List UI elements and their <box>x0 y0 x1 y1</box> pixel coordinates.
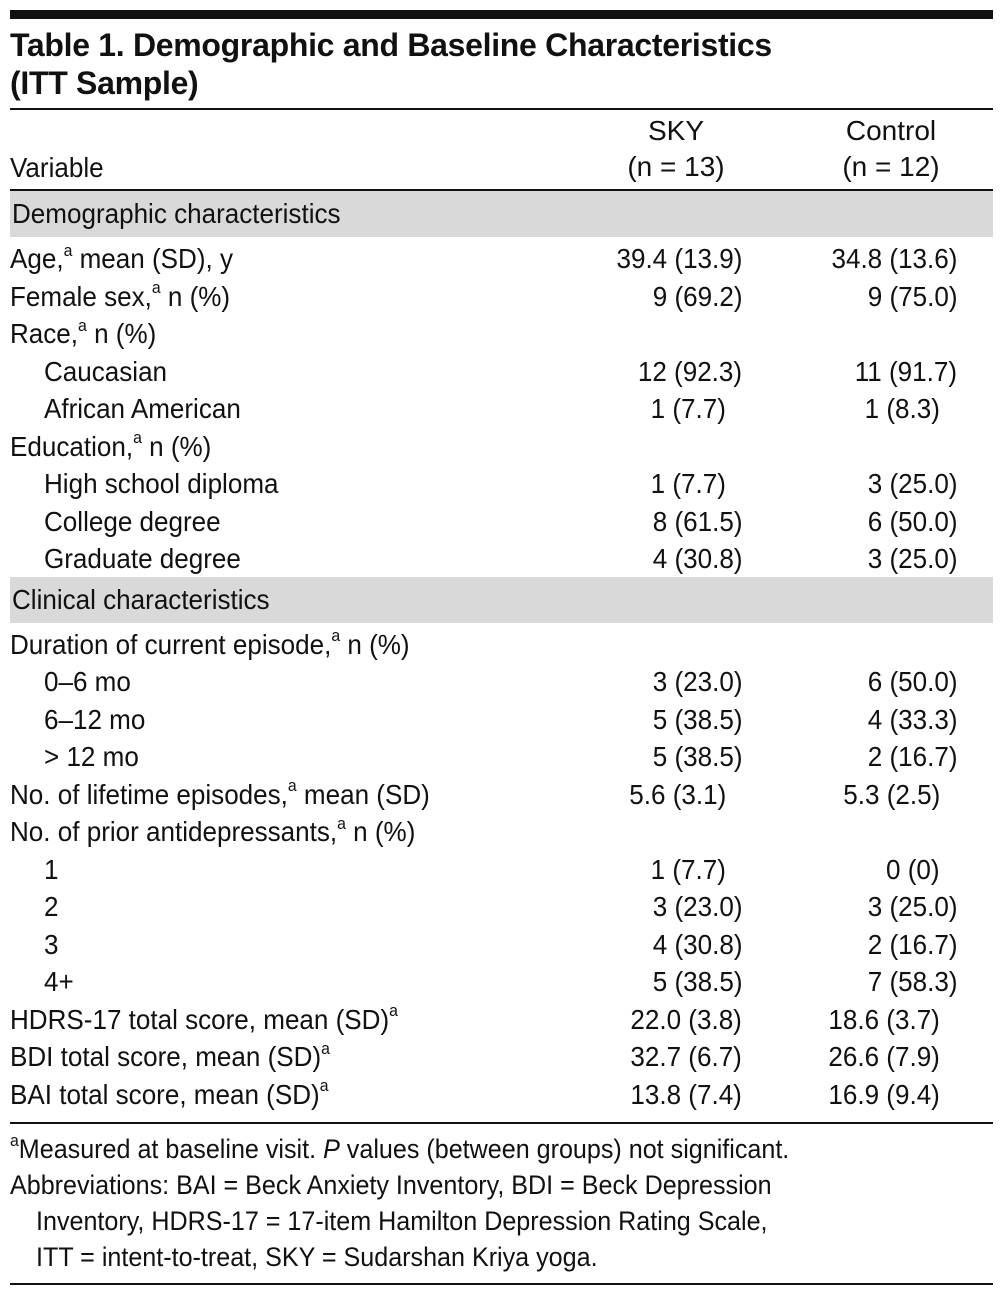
row-label <box>44 740 139 774</box>
top-rule <box>10 10 993 19</box>
footnote-marker: a <box>133 428 142 448</box>
control-value: 9 (75.0) <box>867 280 957 312</box>
footnote-marker: a <box>10 1131 19 1150</box>
row-label <box>44 355 167 389</box>
row-label-text: 1 <box>44 853 59 885</box>
section-header <box>10 191 993 237</box>
sky-value: 5.6 (3.1) <box>629 778 726 810</box>
control-value: 18.6 (3.7) <box>828 1003 940 1035</box>
footnote-a-italic: P <box>323 1134 340 1164</box>
table-title-line-2: (ITT Sample) <box>10 65 199 101</box>
row-label-suffix: mean (SD) <box>296 778 430 810</box>
row-label <box>10 242 233 276</box>
footer-rule <box>10 1283 993 1285</box>
row-label <box>44 392 241 426</box>
control-value: 3 (25.0) <box>867 468 957 499</box>
row-label-suffix: mean (SD), y <box>72 243 233 274</box>
sky-value: 5 (38.5) <box>652 966 742 997</box>
row-label <box>44 467 278 501</box>
sky-value: 8 (61.5) <box>652 505 742 537</box>
row-label-text: Female sex, <box>10 280 152 312</box>
row-label-text: No. of lifetime episodes, <box>10 778 288 810</box>
table-title-line-1: Table 1. Demographic and Baseline Characteristics <box>10 27 772 63</box>
control-value: 1 (8.3) <box>864 393 940 424</box>
control-value: 11 (91.7) <box>854 355 957 387</box>
row-label-text: 2 <box>44 891 59 922</box>
row-label-text: HDRS-17 total score, mean (SD) <box>10 1003 390 1035</box>
row-label <box>10 1078 329 1112</box>
control-value: 26.6 (7.9) <box>828 1041 940 1072</box>
row-label-text: High school diploma <box>44 468 279 499</box>
row-label-text: Graduate degree <box>44 543 241 574</box>
row-label-text: BDI total score, mean (SD) <box>10 1041 322 1072</box>
sky-value: 1 (7.7) <box>650 853 726 885</box>
footnote-marker: a <box>287 776 297 796</box>
section-header-label: Demographic characteristics <box>12 198 341 229</box>
row-label-suffix: n (%) <box>345 816 416 847</box>
sky-value: 3 (23.0) <box>652 666 742 697</box>
row-label-text: Race, <box>10 318 79 349</box>
control-value: 3 (25.0) <box>867 891 957 922</box>
section-header <box>10 577 993 623</box>
footnote-a-text-2: values (between groups) not significant. <box>339 1134 790 1164</box>
sky-value: 5 (38.5) <box>652 703 742 735</box>
row-label-text: African American <box>44 393 241 424</box>
row-label-text: BAI total score, mean (SD) <box>10 1078 320 1110</box>
control-value: 6 (50.0) <box>867 666 957 697</box>
control-value: 5.3 (2.5) <box>843 778 940 810</box>
row-label <box>10 1003 398 1037</box>
control-value: 16.9 (9.4) <box>828 1078 940 1110</box>
control-label: Control <box>845 115 937 146</box>
control-value: 4 (33.3) <box>867 703 957 735</box>
table-bottom-rule <box>10 1122 993 1124</box>
control-value: 6 (50.0) <box>867 505 957 537</box>
abbreviations-line-1-text: Abbreviations: BAI = Beck Anxiety Inventory, BDI = Beck Depression <box>10 1170 772 1200</box>
row-label-suffix: n (%) <box>340 628 410 660</box>
control-value: 0 (0) <box>886 853 940 885</box>
row-label <box>44 542 241 576</box>
footnote-marker: a <box>78 315 87 335</box>
row-label <box>10 815 415 849</box>
sky-value: 5 (38.5) <box>652 741 742 772</box>
row-label <box>44 703 145 737</box>
row-label <box>10 778 430 812</box>
sky-value: 32.7 (6.7) <box>630 1041 742 1072</box>
control-value: 2 (16.7) <box>867 928 957 960</box>
abbreviations-line-3 <box>10 1240 996 1275</box>
row-label <box>10 317 156 351</box>
footnote-marker: a <box>337 813 346 833</box>
sky-value: 22.0 (3.8) <box>630 1003 742 1035</box>
row-label-text: 0–6 mo <box>44 666 131 697</box>
sky-value: 12 (92.3) <box>637 355 742 387</box>
footnote-marker: a <box>319 1076 329 1096</box>
footnote-a <box>10 1132 970 1167</box>
footnote-marker: a <box>331 626 341 646</box>
control-value: 2 (16.7) <box>867 741 957 772</box>
table-title <box>10 26 993 102</box>
abbreviations-line-2 <box>10 1204 996 1239</box>
row-label-text: Age, <box>10 243 64 274</box>
sky-column-header <box>610 113 742 185</box>
sky-label: SKY <box>647 115 705 146</box>
sky-value: 3 (23.0) <box>652 891 742 922</box>
sky-value: 39.4 (13.9) <box>616 243 742 274</box>
row-label <box>44 928 58 962</box>
row-label <box>44 965 74 999</box>
row-label-text: Duration of current episode, <box>10 628 332 660</box>
sky-value: 4 (30.8) <box>652 543 742 574</box>
row-label-suffix: n (%) <box>141 430 212 462</box>
variable-column-header: Variable <box>10 152 104 183</box>
abbreviations-line-1 <box>10 1168 970 1203</box>
sky-value: 1 (7.7) <box>650 468 726 499</box>
sky-value: 1 (7.7) <box>650 393 726 424</box>
sky-value: 4 (30.8) <box>652 928 742 960</box>
control-n: (n = 12) <box>842 151 940 182</box>
abbreviations-line-2-text: Inventory, HDRS-17 = 17-item Hamilton Depression Rating Scale, <box>36 1206 768 1236</box>
sky-n: (n = 13) <box>627 151 725 182</box>
row-label-text: > 12 mo <box>44 741 139 772</box>
footnote-marker: a <box>151 278 161 298</box>
row-label-suffix: n (%) <box>160 280 231 312</box>
row-label-text: 4+ <box>44 966 74 997</box>
section-header-label: Clinical characteristics <box>12 583 270 615</box>
row-label-text: 6–12 mo <box>44 703 146 735</box>
sky-value: 13.8 (7.4) <box>630 1078 742 1110</box>
row-label-text: No. of prior antidepressants, <box>10 816 338 847</box>
row-label <box>44 853 58 887</box>
row-label-suffix: n (%) <box>86 318 157 349</box>
sky-value: 9 (69.2) <box>652 280 742 312</box>
row-label <box>10 280 230 314</box>
footnote-marker: a <box>389 1001 398 1021</box>
row-label <box>44 890 58 924</box>
row-label-text: 3 <box>44 928 59 960</box>
footnote-a-text-1: Measured at baseline visit. <box>18 1134 324 1164</box>
footnote-marker: a <box>63 240 73 260</box>
abbreviations-line-3-text: ITT = intent-to-treat, SKY = Sudarshan Kriya yoga. <box>36 1242 598 1272</box>
control-value: 7 (58.3) <box>867 966 957 997</box>
row-label <box>10 1040 330 1074</box>
row-label <box>44 505 221 539</box>
row-label <box>44 665 131 699</box>
header-top-rule <box>10 108 993 110</box>
control-value: 34.8 (13.6) <box>831 243 957 274</box>
row-label-text: Caucasian <box>44 355 168 387</box>
footnote-marker: a <box>321 1038 330 1058</box>
row-label <box>10 628 410 662</box>
control-column-header <box>825 113 957 185</box>
row-label-text: Education, <box>10 430 134 462</box>
row-label-text: College degree <box>44 505 221 537</box>
row-label <box>10 430 211 464</box>
control-value: 3 (25.0) <box>867 543 957 574</box>
